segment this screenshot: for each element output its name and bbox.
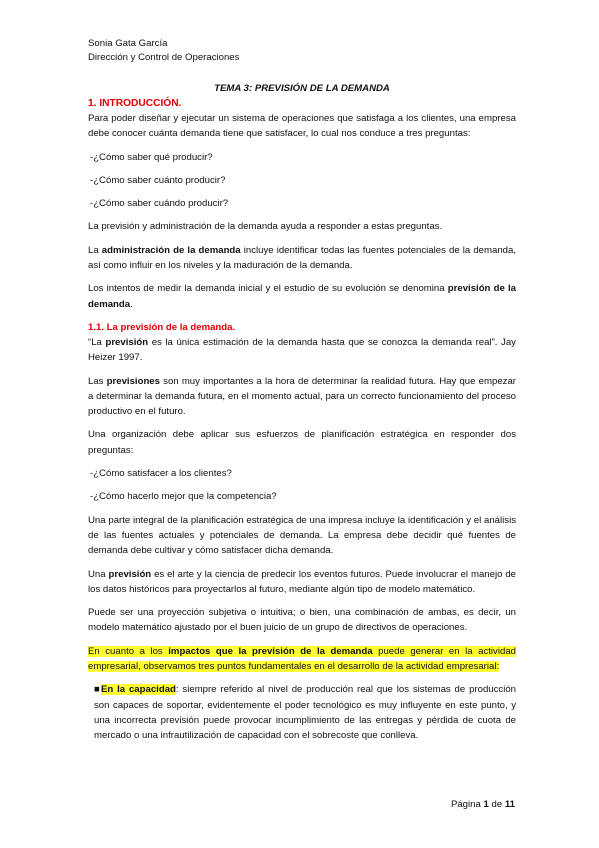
quote-paragraph: “La previsión es la única estimación de la demanda hasta que se conozca la demanda real”. Jay Heizer 1997. [88, 336, 516, 364]
subsection-heading-prevision: 1.1. La previsión de la demanda. [88, 321, 236, 333]
course-subject: Dirección y Control de Operaciones [88, 52, 240, 63]
paragraph: La administración de la demanda incluye identificar todas las fuentes potenciales de la demanda, así como influir en los niveles y la maduración de la demanda. [88, 244, 516, 272]
paragraph: Una organización debe aplicar sus esfuerzos de planificación estratégica en responder dos preguntas: [88, 429, 516, 456]
intro-paragraph: Para poder diseñar y ejecutar un sistema de operaciones que satisfaga a los clientes, una empresa debe conocer cuánta demanda tiene que satisfacer, lo cual nos conduce a tres preguntas: [88, 113, 516, 140]
page-header [88, 37, 239, 65]
bullet-square-icon: ■ [94, 684, 101, 696]
bold-term: previsiones [106, 375, 160, 387]
author-name: Sonia Gata García [88, 38, 168, 49]
page-number: Página 1 de 11 [450, 799, 515, 810]
question-item: -¿Cómo saber cuánto producir? [90, 174, 226, 186]
bold-term: previsión [105, 336, 149, 348]
highlighted-paragraph: En cuanto a los impactos que la previsión de la demanda puede generar en la actividad empresarial, observamos tres puntos fundamentales en el desarrollo de la actividad empresarial: [88, 645, 516, 673]
paragraph: Una previsión es el arte y la ciencia de predecir los eventos futuros. Puede involucrar el manejo de los datos históricos para proyectarlos al futuro, mediante algún tipo de modelo matemático. [88, 568, 517, 595]
section-heading-introduccion: 1. INTRODUCCIÓN. [88, 98, 182, 109]
question-item: -¿Cómo satisfacer a los clientes? [90, 468, 232, 480]
bold-term: administración de la demanda [101, 244, 241, 256]
bold-term: previsión [108, 568, 152, 580]
paragraph: Puede ser una proyección subjetiva o intuitiva; o bien, una combinación de ambas, es decir, un modelo matemático ajustado por el buen juicio de un grupo de directivos de operaciones. [88, 607, 516, 634]
question-item: -¿Cómo hacerlo mejor que la competencia? [90, 491, 277, 503]
document-title: TEMA 3: PREVISIÓN DE LA DEMANDA [214, 83, 390, 94]
bold-term: En la capacidad [101, 684, 176, 696]
question-item: -¿Cómo saber cuándo producir? [90, 198, 229, 210]
question-item: -¿Cómo saber qué producir? [90, 151, 213, 163]
paragraph: Una parte integral de la planificación estratégica de una impresa incluye la identificación y el análisis de las fuentes actuales y potenciales de demanda. La empresa debe decidir qué fuentes de demanda debe cultivar y cómo satisfacer dicha demanda. [88, 514, 516, 557]
paragraph: La previsión y administración de la demanda ayuda a responder a estas preguntas. [88, 221, 443, 233]
paragraph: Las previsiones son muy importantes a la hora de determinar la realidad futura. Hay que empezar a determinar la demanda futura, en el momento actual, para un correcto funcionamiento del proceso productivo en el futuro. [88, 375, 516, 418]
bold-term: previsión de la demanda [88, 283, 516, 310]
bold-term: impactos que la previsión de la demanda [168, 645, 373, 657]
paragraph: Los intentos de medir la demanda inicial y el estudio de su evolución se denomina previsión de la demanda. [88, 283, 516, 310]
document-body [88, 81, 516, 752]
bullet-item-capacidad: ■En la capacidad: siempre referido al nivel de producción real que los sistemas de producción son capaces de soportar, evidentemente el poder tecnológico es muy influyente en este punto, y una incorrecta previsión puede provocar incumplimiento de las entregas y pérdida de cuota de mercado o una infrautilización de capacidad con el sobrecoste que conlleva. [94, 684, 517, 742]
